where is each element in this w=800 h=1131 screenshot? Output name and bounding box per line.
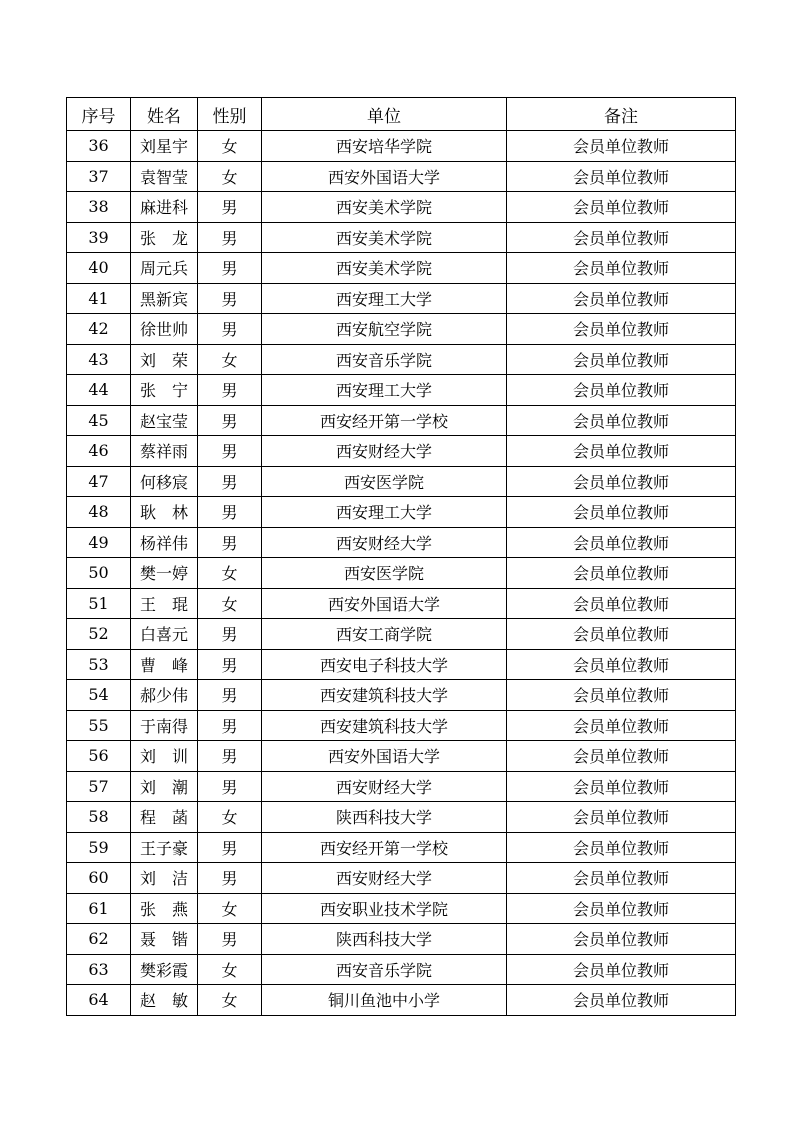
cell-serial-number: 55 [67, 710, 131, 741]
cell-serial-number: 39 [67, 222, 131, 253]
table-row [67, 588, 736, 619]
table-row [67, 375, 736, 406]
cell-serial-number: 44 [67, 375, 131, 406]
table-row [67, 527, 736, 558]
table-row [67, 466, 736, 497]
table-row [67, 832, 736, 863]
cell-name: 何移宸 [131, 466, 198, 497]
cell-gender: 女 [198, 558, 262, 589]
cell-serial-number: 64 [67, 985, 131, 1016]
cell-remark: 会员单位教师 [507, 253, 736, 284]
table-row [67, 985, 736, 1016]
cell-unit: 西安美术学院 [262, 222, 507, 253]
cell-name: 聂 锴 [131, 924, 198, 955]
cell-unit: 西安美术学院 [262, 192, 507, 223]
cell-remark: 会员单位教师 [507, 832, 736, 863]
table-row [67, 863, 736, 894]
cell-unit: 西安音乐学院 [262, 344, 507, 375]
cell-gender: 男 [198, 283, 262, 314]
cell-name: 麻进科 [131, 192, 198, 223]
cell-name: 于南得 [131, 710, 198, 741]
cell-remark: 会员单位教师 [507, 649, 736, 680]
cell-gender: 男 [198, 710, 262, 741]
cell-serial-number: 41 [67, 283, 131, 314]
cell-gender: 男 [198, 497, 262, 528]
cell-serial-number: 63 [67, 954, 131, 985]
cell-remark: 会员单位教师 [507, 192, 736, 223]
cell-serial-number: 61 [67, 893, 131, 924]
cell-remark: 会员单位教师 [507, 771, 736, 802]
cell-name: 蔡祥雨 [131, 436, 198, 467]
cell-serial-number: 54 [67, 680, 131, 711]
cell-gender: 女 [198, 131, 262, 162]
cell-serial-number: 56 [67, 741, 131, 772]
cell-unit: 西安外国语大学 [262, 741, 507, 772]
cell-gender: 女 [198, 802, 262, 833]
cell-remark: 会员单位教师 [507, 893, 736, 924]
cell-gender: 女 [198, 344, 262, 375]
cell-serial-number: 43 [67, 344, 131, 375]
table-row [67, 619, 736, 650]
table-row [67, 436, 736, 467]
cell-unit: 西安经开第一学校 [262, 832, 507, 863]
table-row [67, 649, 736, 680]
cell-serial-number: 57 [67, 771, 131, 802]
cell-gender: 女 [198, 954, 262, 985]
table-row [67, 405, 736, 436]
cell-name: 耿 林 [131, 497, 198, 528]
cell-gender: 男 [198, 741, 262, 772]
cell-name: 王子豪 [131, 832, 198, 863]
cell-gender: 男 [198, 405, 262, 436]
table-row [67, 222, 736, 253]
cell-name: 赵宝莹 [131, 405, 198, 436]
cell-gender: 女 [198, 588, 262, 619]
cell-serial-number: 53 [67, 649, 131, 680]
cell-remark: 会员单位教师 [507, 344, 736, 375]
cell-gender: 男 [198, 314, 262, 345]
cell-serial-number: 60 [67, 863, 131, 894]
cell-gender: 男 [198, 466, 262, 497]
cell-unit: 西安建筑科技大学 [262, 710, 507, 741]
cell-serial-number: 37 [67, 161, 131, 192]
cell-name: 杨祥伟 [131, 527, 198, 558]
cell-unit: 西安理工大学 [262, 497, 507, 528]
cell-unit: 西安职业技术学院 [262, 893, 507, 924]
cell-name: 曹 峰 [131, 649, 198, 680]
cell-name: 程 菡 [131, 802, 198, 833]
cell-serial-number: 51 [67, 588, 131, 619]
cell-unit: 西安外国语大学 [262, 588, 507, 619]
cell-gender: 女 [198, 893, 262, 924]
cell-name: 黑新宾 [131, 283, 198, 314]
cell-name: 赵 敏 [131, 985, 198, 1016]
cell-gender: 男 [198, 619, 262, 650]
cell-unit: 西安培华学院 [262, 131, 507, 162]
cell-serial-number: 59 [67, 832, 131, 863]
table-row [67, 131, 736, 162]
cell-name: 刘星宇 [131, 131, 198, 162]
cell-serial-number: 50 [67, 558, 131, 589]
cell-unit: 西安外国语大学 [262, 161, 507, 192]
table-row [67, 680, 736, 711]
table-row [67, 253, 736, 284]
cell-name: 张 燕 [131, 893, 198, 924]
cell-gender: 男 [198, 436, 262, 467]
cell-unit: 西安航空学院 [262, 314, 507, 345]
cell-gender: 女 [198, 985, 262, 1016]
cell-remark: 会员单位教师 [507, 131, 736, 162]
cell-name: 白喜元 [131, 619, 198, 650]
cell-serial-number: 52 [67, 619, 131, 650]
table-row [67, 161, 736, 192]
cell-remark: 会员单位教师 [507, 466, 736, 497]
cell-remark: 会员单位教师 [507, 863, 736, 894]
cell-serial-number: 47 [67, 466, 131, 497]
cell-gender: 男 [198, 863, 262, 894]
cell-unit: 西安美术学院 [262, 253, 507, 284]
header-unit: 单位 [262, 98, 507, 131]
cell-unit: 西安建筑科技大学 [262, 680, 507, 711]
cell-unit: 西安音乐学院 [262, 954, 507, 985]
cell-serial-number: 49 [67, 527, 131, 558]
cell-name: 郝少伟 [131, 680, 198, 711]
cell-remark: 会员单位教师 [507, 161, 736, 192]
cell-serial-number: 40 [67, 253, 131, 284]
cell-gender: 男 [198, 924, 262, 955]
cell-name: 刘 荣 [131, 344, 198, 375]
cell-remark: 会员单位教师 [507, 954, 736, 985]
cell-remark: 会员单位教师 [507, 924, 736, 955]
cell-remark: 会员单位教师 [507, 588, 736, 619]
member-table [66, 97, 736, 1016]
cell-gender: 女 [198, 161, 262, 192]
table-row [67, 344, 736, 375]
cell-gender: 男 [198, 375, 262, 406]
cell-remark: 会员单位教师 [507, 985, 736, 1016]
table-row [67, 802, 736, 833]
cell-remark: 会员单位教师 [507, 741, 736, 772]
table-row [67, 283, 736, 314]
cell-unit: 西安财经大学 [262, 771, 507, 802]
cell-remark: 会员单位教师 [507, 497, 736, 528]
cell-unit: 陕西科技大学 [262, 802, 507, 833]
cell-serial-number: 62 [67, 924, 131, 955]
cell-unit: 西安电子科技大学 [262, 649, 507, 680]
cell-serial-number: 36 [67, 131, 131, 162]
cell-remark: 会员单位教师 [507, 375, 736, 406]
cell-gender: 男 [198, 192, 262, 223]
table-row [67, 710, 736, 741]
cell-name: 袁智莹 [131, 161, 198, 192]
cell-gender: 男 [198, 649, 262, 680]
cell-unit: 西安工商学院 [262, 619, 507, 650]
table-row [67, 924, 736, 955]
cell-unit: 西安财经大学 [262, 863, 507, 894]
header-gender: 性别 [198, 98, 262, 131]
cell-unit: 西安理工大学 [262, 375, 507, 406]
cell-serial-number: 38 [67, 192, 131, 223]
cell-serial-number: 48 [67, 497, 131, 528]
cell-remark: 会员单位教师 [507, 710, 736, 741]
cell-gender: 男 [198, 253, 262, 284]
cell-serial-number: 42 [67, 314, 131, 345]
table-header-row [67, 98, 736, 131]
cell-remark: 会员单位教师 [507, 314, 736, 345]
cell-gender: 男 [198, 680, 262, 711]
table-body [67, 131, 736, 1016]
cell-name: 刘 潮 [131, 771, 198, 802]
cell-name: 张 宁 [131, 375, 198, 406]
cell-name: 樊一婷 [131, 558, 198, 589]
cell-gender: 男 [198, 832, 262, 863]
table-row [67, 741, 736, 772]
cell-remark: 会员单位教师 [507, 558, 736, 589]
cell-name: 张 龙 [131, 222, 198, 253]
cell-unit: 西安理工大学 [262, 283, 507, 314]
header-serial-number: 序号 [67, 98, 131, 131]
cell-serial-number: 58 [67, 802, 131, 833]
cell-name: 徐世帅 [131, 314, 198, 345]
header-remark: 备注 [507, 98, 736, 131]
cell-name: 王 琨 [131, 588, 198, 619]
cell-unit: 西安经开第一学校 [262, 405, 507, 436]
cell-serial-number: 46 [67, 436, 131, 467]
cell-remark: 会员单位教师 [507, 527, 736, 558]
cell-remark: 会员单位教师 [507, 802, 736, 833]
cell-remark: 会员单位教师 [507, 283, 736, 314]
table-row [67, 314, 736, 345]
table-row [67, 558, 736, 589]
cell-name: 樊彩霞 [131, 954, 198, 985]
cell-remark: 会员单位教师 [507, 680, 736, 711]
cell-name: 刘 洁 [131, 863, 198, 894]
cell-gender: 男 [198, 527, 262, 558]
table-row [67, 954, 736, 985]
cell-name: 刘 训 [131, 741, 198, 772]
cell-unit: 西安财经大学 [262, 527, 507, 558]
cell-gender: 男 [198, 771, 262, 802]
cell-unit: 陕西科技大学 [262, 924, 507, 955]
table-row [67, 497, 736, 528]
table-row [67, 893, 736, 924]
header-name: 姓名 [131, 98, 198, 131]
cell-remark: 会员单位教师 [507, 436, 736, 467]
cell-unit: 西安财经大学 [262, 436, 507, 467]
table-row [67, 771, 736, 802]
cell-remark: 会员单位教师 [507, 405, 736, 436]
cell-unit: 西安医学院 [262, 558, 507, 589]
cell-serial-number: 45 [67, 405, 131, 436]
cell-gender: 男 [198, 222, 262, 253]
cell-name: 周元兵 [131, 253, 198, 284]
cell-remark: 会员单位教师 [507, 619, 736, 650]
cell-unit: 西安医学院 [262, 466, 507, 497]
table-row [67, 192, 736, 223]
cell-remark: 会员单位教师 [507, 222, 736, 253]
cell-unit: 铜川鱼池中小学 [262, 985, 507, 1016]
